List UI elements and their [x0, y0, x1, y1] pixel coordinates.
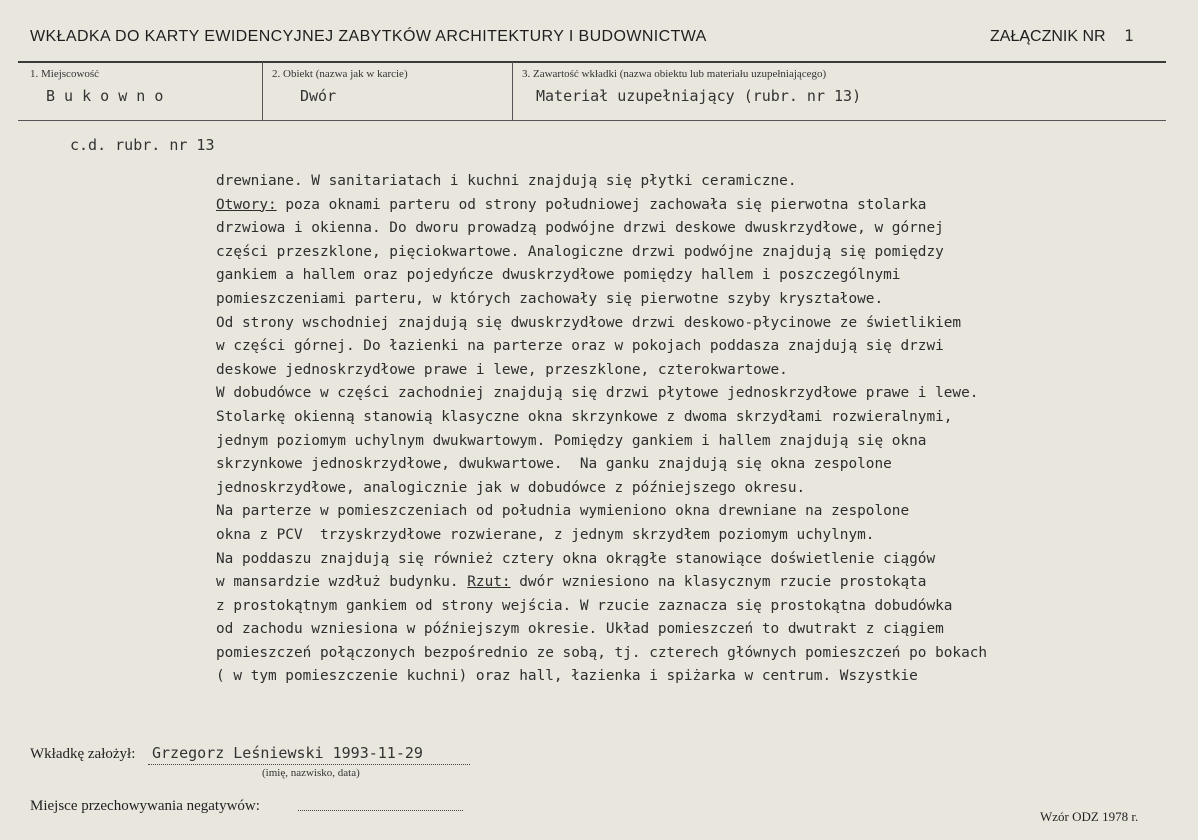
body-segment: dwór wzniesiono na klasycznym rzucie prostokąta — [510, 574, 927, 591]
body-line — [216, 194, 1166, 218]
body-line — [216, 665, 1166, 689]
body-segment: pomieszczeniami parteru, w których zachowały się pierwotne szyby kryształowe. — [216, 290, 884, 307]
author-value: Grzegorz Leśniewski 1993-11-29 — [152, 744, 423, 762]
author-dotted-line — [148, 764, 470, 765]
body-segment: Na parterze w pomieszczeniach od południa wymieniono okna drewniane na zespolone — [216, 503, 910, 520]
field-value-content: Materiał uzupełniający (rubr. nr 13) — [536, 87, 862, 105]
body-line — [216, 382, 1166, 406]
attachment-number: 1 — [1124, 26, 1134, 45]
body-line — [216, 312, 1166, 336]
field-divider-1 — [262, 62, 263, 120]
body-line — [216, 642, 1166, 666]
body-segment: pomieszczeń połączonych bezpośrednio ze sobą, tj. czterech głównych pomieszczeń po bokach — [216, 644, 988, 661]
section-keyword: Otwory: — [216, 196, 277, 213]
attachment-label: ZAŁĄCZNIK NR — [990, 28, 1106, 45]
header-rule-top — [18, 61, 1166, 63]
body-segment: Na poddaszu znajdują się również cztery okna okrągłe stanowiące doświetlenie ciągów — [216, 550, 936, 567]
body-segment: w części górnej. Do łazienki na parterze oraz w pokojach poddasza znajdują się drzwi — [216, 338, 944, 355]
body-segment: w mansardzie wzdłuż budynku. — [216, 574, 468, 591]
body-segment: drewniane. W sanitariatach i kuchni znajdują się płytki ceramiczne. — [216, 173, 797, 189]
body-line — [216, 406, 1166, 430]
body-line — [216, 264, 1166, 288]
body-segment: jednym poziomym uchylnym dwukwartowym. Pomiędzy gankiem i hallem znajdują się okna — [216, 432, 927, 449]
body-segment: deskowe jednoskrzydłowe prawe i lewe, przeszklone, czterokwartowe. — [216, 361, 788, 378]
body-segment: z prostokątnym gankiem od strony wejścia. W rzucie zaznacza się prostokątna dobudówka — [216, 597, 953, 614]
negatives-label: Miejsce przechowywania negatywów: — [30, 798, 260, 814]
negatives-dotted-line — [298, 810, 463, 811]
field-label-content: 3. Zawartość wkładki (nazwa obiektu lub materiału uzupełniającego) — [522, 68, 827, 80]
body-line — [216, 453, 1166, 477]
field-value-object: Dwór — [300, 87, 337, 105]
body-segment: poza oknami parteru od strony południowej zachowała się pierwotna stolarka — [276, 196, 927, 213]
body-segment: ( w tym pomieszczenie kuchni) oraz hall, łazienka i spiżarka w centrum. Wszystkie — [216, 668, 918, 685]
body-line — [216, 524, 1166, 548]
body-line — [216, 241, 1166, 265]
form-id: Wzór ODZ 1978 r. — [1040, 809, 1139, 824]
continuation-note: c.d. rubr. nr 13 — [70, 136, 215, 154]
body-line — [216, 548, 1166, 572]
body-segment: W dobudówce w części zachodniej znajdują się drzwi płytowe jednoskrzydłowe prawe i lewe. — [216, 385, 979, 402]
body-segment: okna z PCV trzyskrzydłowe rozwierane, z jednym skrzydłem poziomym uchylnym. — [216, 526, 875, 543]
body-segment: części przeszklone, pięciokwartowe. Analogiczne drzwi podwójne znajdują się pomiędzy — [216, 243, 944, 260]
field-label-object: 2. Obiekt (nazwa jak w karcie) — [272, 68, 408, 80]
author-hint: (imię, nazwisko, data) — [262, 767, 360, 779]
body-segment: jednoskrzydłowe, analogicznie jak w dobudówce z późniejszego okresu. — [216, 479, 806, 496]
body-segment: Stolarkę okienną stanowią klasyczne okna skrzynkowe z dwoma skrzydłami rozwieralnymi, — [216, 408, 953, 425]
body-line — [216, 288, 1166, 312]
document-title: WKŁADKA DO KARTY EWIDENCYJNEJ ZABYTKÓW ARCHITEKTURY I BUDOWNICTWA — [30, 28, 707, 45]
body-line — [216, 335, 1166, 359]
section-keyword: Rzut: — [467, 574, 511, 591]
field-divider-2 — [512, 62, 513, 120]
field-value-locality: B u k o w n o — [46, 87, 164, 105]
body-line — [216, 618, 1166, 642]
body-line — [216, 430, 1166, 454]
body-line — [216, 571, 1166, 595]
body-line — [216, 595, 1166, 619]
body-segment: drzwiowa i okienna. Do dworu prowadzą podwójne drzwi deskowe dwuskrzydłowe, w górnej — [216, 220, 944, 237]
body-line — [216, 500, 1166, 524]
body-segment: gankiem a hallem oraz pojedyńcze dwuskrzydłowe pomiędzy hallem i poszczególnymi — [216, 267, 901, 284]
body-line — [216, 170, 1166, 194]
body-segment: Od strony wschodniej znajdują się dwuskrzydłowe drzwi deskowo-płycinowe ze świetlikiem — [216, 314, 962, 331]
body-line — [216, 477, 1166, 501]
body-segment: od zachodu wzniesiona w późniejszym okresie. Układ pomieszczeń to dwutrakt z ciągiem — [216, 621, 944, 638]
body-segment: skrzynkowe jednoskrzydłowe, dwukwartowe. Na ganku znajdują się okna zespolone — [216, 456, 892, 473]
field-label-locality: 1. Miejscowość — [30, 68, 100, 80]
body-line — [216, 217, 1166, 241]
body-text — [216, 170, 1166, 689]
body-line — [216, 359, 1166, 383]
author-label: Wkładkę założył: — [30, 746, 136, 762]
header-rule-bottom — [18, 120, 1166, 121]
